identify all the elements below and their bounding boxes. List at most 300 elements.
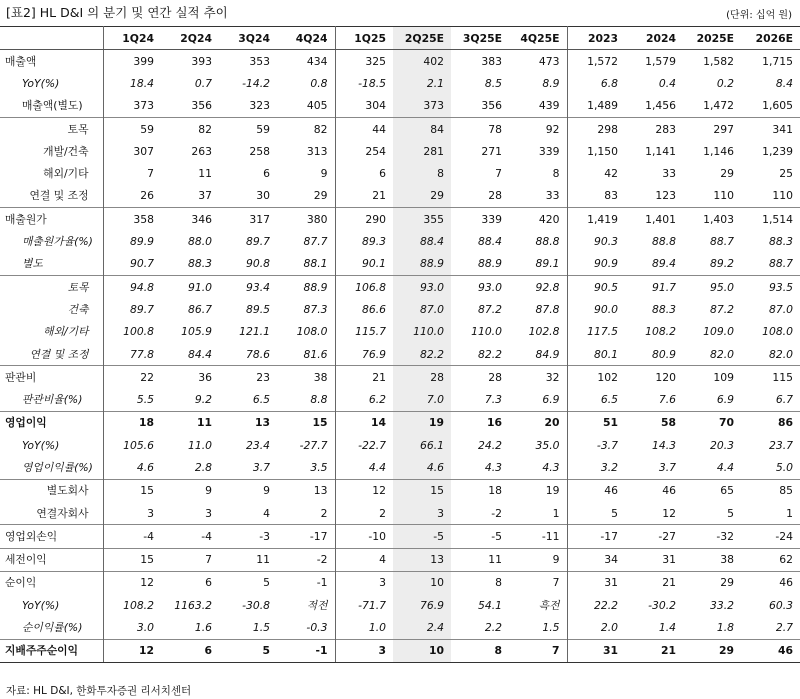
table-cell: 28 bbox=[488, 189, 502, 203]
header-row bbox=[0, 27, 800, 50]
table-cell: 32 bbox=[509, 366, 567, 389]
table-cell: 1,239 bbox=[762, 144, 793, 158]
table-row bbox=[0, 72, 800, 94]
table-cell: -27 bbox=[625, 525, 683, 548]
table-cell: 1,514 bbox=[741, 208, 800, 231]
table-cell: 123 bbox=[655, 189, 676, 203]
table-cell: 356 bbox=[191, 99, 212, 113]
column-header: 2Q25E bbox=[393, 27, 451, 50]
table-cell: 29 bbox=[313, 189, 328, 203]
column-header: 2Q24 bbox=[161, 27, 219, 50]
table-cell: 24.2 bbox=[477, 438, 502, 452]
table-cell: 89.2 bbox=[709, 257, 734, 271]
table-cell: 11 bbox=[219, 548, 277, 571]
table-cell: 31 bbox=[567, 571, 625, 594]
table-cell: 439 bbox=[538, 99, 560, 113]
table-cell: -22.7 bbox=[335, 434, 393, 456]
table-cell: 60.3 bbox=[768, 598, 793, 612]
column-header: 1Q25 bbox=[335, 27, 393, 50]
table-cell: 93.5 bbox=[741, 275, 800, 298]
table-cell: -17 bbox=[277, 525, 335, 548]
table-cell: 4.3 bbox=[542, 460, 560, 474]
table-row bbox=[0, 388, 800, 411]
table-cell: 393 bbox=[161, 50, 219, 73]
table-cell: 297 bbox=[683, 117, 741, 140]
table-cell: 373 bbox=[393, 95, 451, 118]
table-cell: 117.5 bbox=[567, 321, 625, 343]
table-cell: 84 bbox=[393, 117, 451, 140]
row-label: 연결 및 조정 bbox=[29, 189, 89, 203]
table-cell: 6 bbox=[263, 167, 270, 181]
table-cell: 90.9 bbox=[567, 253, 625, 276]
table-row bbox=[0, 343, 800, 366]
table-cell: -5 bbox=[451, 525, 509, 548]
table-cell: 9 bbox=[320, 167, 328, 181]
table-cell: 21 bbox=[625, 571, 683, 594]
table-row bbox=[0, 456, 800, 479]
table-cell: 1,419 bbox=[567, 208, 625, 231]
table-cell: -4 bbox=[103, 525, 161, 548]
row-label: 매출액 bbox=[0, 50, 103, 73]
table-cell: 11 bbox=[198, 167, 212, 181]
table-cell: 3 bbox=[103, 502, 161, 525]
table-cell: 92 bbox=[509, 117, 567, 140]
table-cell: 271 bbox=[481, 144, 502, 158]
table-cell: 106.8 bbox=[335, 275, 393, 298]
table-cell: 93.0 bbox=[451, 275, 509, 298]
row-label: 해외/기타 bbox=[43, 325, 89, 339]
table-cell: 6 bbox=[161, 639, 219, 662]
table-cell: 88.1 bbox=[303, 257, 328, 271]
table-cell: 84.4 bbox=[187, 347, 212, 361]
table-row bbox=[0, 208, 800, 231]
table-cell: 94.8 bbox=[103, 275, 161, 298]
table-row bbox=[0, 548, 800, 571]
table-cell: 15 bbox=[277, 411, 335, 434]
table-cell: 1,403 bbox=[683, 208, 741, 231]
row-label: YoY(%) bbox=[22, 598, 60, 612]
table-cell: 1,572 bbox=[567, 50, 625, 73]
row-label: 매출원가 bbox=[0, 208, 103, 231]
table-cell: -10 bbox=[335, 525, 393, 548]
table-cell: 88.3 bbox=[768, 235, 793, 249]
row-label: 토목 bbox=[0, 117, 103, 140]
table-cell: 89.7 bbox=[245, 235, 270, 249]
column-header: 1Q24 bbox=[103, 27, 161, 50]
table-cell: 325 bbox=[335, 50, 393, 73]
source-note: 자료: HL D&I, 한화투자증권 리서치센터 bbox=[6, 685, 192, 697]
table-cell: 21 bbox=[625, 639, 683, 662]
table-cell: -27.7 bbox=[299, 438, 328, 452]
header-corner bbox=[0, 27, 103, 50]
table-cell: 89.4 bbox=[651, 257, 676, 271]
table-cell: 0.8 bbox=[310, 76, 328, 90]
table-cell: 7 bbox=[161, 548, 219, 571]
table-cell: 1,401 bbox=[625, 208, 683, 231]
table-cell: 7 bbox=[495, 167, 502, 181]
table-cell: 22 bbox=[103, 366, 161, 389]
table-row bbox=[0, 639, 800, 662]
table-cell: 21 bbox=[335, 185, 393, 208]
table-cell: 9 bbox=[161, 479, 219, 502]
table-cell: 23 bbox=[219, 366, 277, 389]
table-cell: 13 bbox=[277, 479, 335, 502]
table-cell: 281 bbox=[393, 140, 451, 162]
earnings-table bbox=[0, 26, 800, 680]
table-cell: 7 bbox=[509, 571, 567, 594]
table-cell: 11 bbox=[161, 411, 219, 434]
table-cell: 89.1 bbox=[535, 257, 560, 271]
table-title: [표2] HL D&I 의 분기 및 연간 실적 추이 bbox=[6, 5, 228, 20]
column-header: 3Q25E bbox=[451, 27, 509, 50]
table-cell: 91.0 bbox=[161, 275, 219, 298]
table-cell: 31 bbox=[625, 548, 683, 571]
table-cell: -14.2 bbox=[242, 76, 270, 90]
row-label: 매출액(별도) bbox=[22, 99, 83, 113]
table-row bbox=[0, 253, 800, 276]
table-cell: 339 bbox=[451, 208, 509, 231]
table-cell: 30 bbox=[256, 189, 270, 203]
table-cell: 4.4 bbox=[335, 456, 393, 479]
table-cell: 5.0 bbox=[775, 460, 793, 474]
table-row bbox=[0, 366, 800, 389]
table-cell: 21 bbox=[335, 366, 393, 389]
table-cell: 6.9 bbox=[542, 393, 560, 407]
table-cell: 90.5 bbox=[567, 275, 625, 298]
table-cell: 54.1 bbox=[477, 598, 502, 612]
row-label: 영업이익률(%) bbox=[22, 460, 93, 474]
table-cell: 7 bbox=[103, 162, 161, 184]
table-cell: 76.9 bbox=[393, 594, 451, 616]
row-label: 매출원가율(%) bbox=[22, 235, 93, 249]
table-cell: 3 bbox=[393, 502, 451, 525]
row-label: 토목 bbox=[0, 275, 103, 298]
table-cell: 7 bbox=[509, 639, 567, 662]
table-row bbox=[0, 479, 800, 502]
table-cell: 흑전 bbox=[538, 598, 560, 612]
table-cell: 29 bbox=[393, 185, 451, 208]
table-cell: 37 bbox=[198, 189, 212, 203]
table-cell: 76.9 bbox=[335, 343, 393, 366]
table-cell: 110.0 bbox=[471, 325, 502, 339]
table-cell: 341 bbox=[741, 117, 800, 140]
table-cell: 6 bbox=[161, 571, 219, 594]
table-cell: 10 bbox=[393, 639, 451, 662]
table-cell: 100.8 bbox=[103, 321, 161, 343]
table-cell: 313 bbox=[306, 144, 328, 158]
table-cell: 66.1 bbox=[393, 434, 451, 456]
table-cell: 86.6 bbox=[335, 298, 393, 320]
table-cell: -71.7 bbox=[335, 594, 393, 616]
table-cell: 0.4 bbox=[658, 76, 676, 90]
table-cell: 11 bbox=[451, 548, 509, 571]
table-cell: 355 bbox=[393, 208, 451, 231]
table-cell: 12 bbox=[335, 479, 393, 502]
table-cell: 102 bbox=[567, 366, 625, 389]
table-row bbox=[0, 275, 800, 298]
table-cell: 46 bbox=[741, 639, 800, 662]
table-cell: 88.9 bbox=[393, 253, 451, 276]
table-cell: 28 bbox=[393, 366, 451, 389]
table-cell: 20 bbox=[509, 411, 567, 434]
table-cell: 1.5 bbox=[252, 621, 270, 635]
table-cell: 적전 bbox=[306, 598, 328, 612]
table-cell: 82 bbox=[161, 117, 219, 140]
table-cell: 9 bbox=[509, 548, 567, 571]
table-row bbox=[0, 434, 800, 456]
table-cell: 1,472 bbox=[703, 99, 734, 113]
table-cell: 254 bbox=[335, 140, 393, 162]
table-cell: -4 bbox=[161, 525, 219, 548]
table-cell: 83 bbox=[567, 185, 625, 208]
table-cell: 13 bbox=[393, 548, 451, 571]
table-cell: 88.7 bbox=[768, 257, 793, 271]
table-cell: 0.2 bbox=[716, 76, 734, 90]
table-cell: 87.0 bbox=[768, 302, 793, 316]
table-cell: 7.3 bbox=[484, 393, 502, 407]
unit-label: (단위: 십억 원) bbox=[726, 10, 792, 21]
table-cell: 399 bbox=[103, 50, 161, 73]
table-cell: -2 bbox=[491, 506, 502, 520]
table-cell: 89.7 bbox=[103, 298, 161, 320]
table-cell: 102.8 bbox=[528, 325, 560, 339]
table-cell: 108.0 bbox=[762, 325, 793, 339]
table-row bbox=[0, 411, 800, 434]
table-cell: 6.9 bbox=[716, 393, 734, 407]
table-cell: 85 bbox=[741, 479, 800, 502]
table-cell: 3.0 bbox=[103, 616, 161, 639]
table-row bbox=[0, 298, 800, 320]
table-cell: 1.4 bbox=[658, 621, 676, 635]
table-cell: 420 bbox=[509, 208, 567, 231]
table-cell: 7.0 bbox=[393, 388, 451, 411]
table-cell: 5 bbox=[727, 506, 734, 520]
table-cell: 6.8 bbox=[567, 72, 625, 94]
table-cell: 87.7 bbox=[303, 235, 328, 249]
table-cell: 86 bbox=[741, 411, 800, 434]
table-cell: 34 bbox=[567, 548, 625, 571]
column-header: 2023 bbox=[567, 27, 625, 50]
table-cell: 91.7 bbox=[625, 275, 683, 298]
table-cell: 1,579 bbox=[625, 50, 683, 73]
table-cell: 9 bbox=[219, 479, 277, 502]
table-cell: -17 bbox=[567, 525, 625, 548]
table-row bbox=[0, 525, 800, 548]
table-cell: 11.0 bbox=[187, 438, 212, 452]
row-label: 판관비 bbox=[0, 366, 103, 389]
table-cell: -18.5 bbox=[335, 72, 393, 94]
table-cell: 33 bbox=[662, 167, 676, 181]
table-cell: 1 bbox=[552, 506, 560, 520]
table-cell: 1.8 bbox=[716, 621, 734, 635]
table-cell: 5 bbox=[567, 502, 625, 525]
table-cell: 0.7 bbox=[194, 76, 212, 90]
table-cell: 90.7 bbox=[103, 253, 161, 276]
table-cell: 90.1 bbox=[335, 253, 393, 276]
table-cell: 89.5 bbox=[245, 302, 270, 316]
table-cell: 8 bbox=[451, 571, 509, 594]
table-cell: 88.4 bbox=[477, 235, 502, 249]
table-cell: 6.5 bbox=[567, 388, 625, 411]
table-cell: 78 bbox=[451, 117, 509, 140]
row-label: 해외/기타 bbox=[43, 167, 89, 181]
table-cell: 2 bbox=[335, 502, 393, 525]
table-row bbox=[0, 50, 800, 73]
table-cell: 88.4 bbox=[393, 230, 451, 252]
row-label: 판관비율(%) bbox=[22, 393, 83, 407]
table-cell: 109 bbox=[683, 366, 741, 389]
table-cell: 7.6 bbox=[658, 393, 676, 407]
table-cell: 38 bbox=[277, 366, 335, 389]
row-label: YoY(%) bbox=[22, 438, 60, 452]
table-cell: 4.4 bbox=[716, 460, 734, 474]
column-header: 2026E bbox=[741, 27, 800, 50]
table-cell: 46 bbox=[741, 571, 800, 594]
table-cell: 19 bbox=[393, 411, 451, 434]
table-cell: -30.2 bbox=[648, 598, 676, 612]
table-cell: 33 bbox=[545, 189, 560, 203]
table-cell: -1 bbox=[277, 571, 335, 594]
table-cell: 1,150 bbox=[567, 140, 625, 162]
column-header: 2025E bbox=[683, 27, 741, 50]
table-cell: 109.0 bbox=[703, 325, 734, 339]
table-cell: 93.4 bbox=[219, 275, 277, 298]
table-cell: 14.3 bbox=[651, 438, 676, 452]
table-cell: 304 bbox=[335, 95, 393, 118]
table-cell: 108.2 bbox=[103, 594, 161, 616]
table-cell: 1.5 bbox=[542, 621, 560, 635]
table-cell: 59 bbox=[103, 117, 161, 140]
table-row bbox=[0, 185, 800, 208]
table-cell: 290 bbox=[335, 208, 393, 231]
table-cell: 1,456 bbox=[645, 99, 676, 113]
table-cell: -1 bbox=[277, 639, 335, 662]
table-cell: 1,146 bbox=[703, 144, 734, 158]
table-cell: 29 bbox=[720, 167, 734, 181]
table-cell: 9.2 bbox=[194, 393, 212, 407]
row-label: 개발/건축 bbox=[43, 144, 89, 158]
table-cell: 88.3 bbox=[651, 302, 676, 316]
table-cell: 82.0 bbox=[709, 347, 734, 361]
table-cell: 12 bbox=[103, 639, 161, 662]
table-cell: 434 bbox=[277, 50, 335, 73]
table-cell: 33.2 bbox=[709, 598, 734, 612]
table-cell: 18 bbox=[103, 411, 161, 434]
table-cell: 8 bbox=[552, 167, 560, 181]
table-cell: 14 bbox=[335, 411, 393, 434]
table-cell: 3 bbox=[205, 506, 212, 520]
table-cell: 20.3 bbox=[709, 438, 734, 452]
table-cell: 44 bbox=[335, 117, 393, 140]
table-cell: 3.5 bbox=[310, 460, 328, 474]
table-cell: 3 bbox=[335, 639, 393, 662]
table-row bbox=[0, 502, 800, 525]
table-row bbox=[0, 162, 800, 184]
table-cell: 26 bbox=[103, 185, 161, 208]
table-cell: 82.2 bbox=[477, 347, 502, 361]
table-cell: 358 bbox=[103, 208, 161, 231]
table-cell: 8 bbox=[451, 639, 509, 662]
table-cell: -24 bbox=[741, 525, 800, 548]
table-cell: 92.8 bbox=[509, 275, 567, 298]
table-cell: 89.3 bbox=[335, 230, 393, 252]
row-label: 연결자회사 bbox=[36, 506, 89, 520]
table-cell: 121.1 bbox=[239, 325, 270, 339]
table-cell: 1,582 bbox=[683, 50, 741, 73]
table-cell: 4.6 bbox=[103, 456, 161, 479]
row-label: 별도 bbox=[22, 257, 43, 271]
table-cell: 115 bbox=[741, 366, 800, 389]
row-label: 별도회사 bbox=[0, 479, 103, 502]
table-cell: 36 bbox=[161, 366, 219, 389]
table-cell: 93.0 bbox=[393, 275, 451, 298]
table-cell: 88.9 bbox=[277, 275, 335, 298]
table-cell: 3.2 bbox=[567, 456, 625, 479]
table-cell: 2 bbox=[320, 506, 328, 520]
table-row bbox=[0, 321, 800, 343]
table-cell: 373 bbox=[103, 95, 161, 118]
column-header: 2024 bbox=[625, 27, 683, 50]
table-cell: 15 bbox=[103, 548, 161, 571]
table-cell: 87.8 bbox=[535, 302, 560, 316]
table-cell: 4.6 bbox=[393, 456, 451, 479]
table-cell: 29 bbox=[683, 571, 741, 594]
table-cell: 4 bbox=[263, 506, 270, 520]
table-cell: 82 bbox=[277, 117, 335, 140]
table-cell: 25 bbox=[779, 167, 793, 181]
table-cell: 87.2 bbox=[709, 302, 734, 316]
table-cell: 4.3 bbox=[484, 460, 502, 474]
table-cell: 258 bbox=[249, 144, 270, 158]
table-cell: 35.0 bbox=[535, 438, 560, 452]
table-cell: 110 bbox=[772, 189, 793, 203]
table-cell: -0.3 bbox=[306, 621, 328, 635]
row-label: 연결 및 조정 bbox=[29, 347, 89, 361]
table-cell: 6.7 bbox=[775, 393, 793, 407]
table-cell: 89.9 bbox=[103, 230, 161, 252]
table-cell: 353 bbox=[219, 50, 277, 73]
table-row bbox=[0, 117, 800, 140]
column-header: 4Q25E bbox=[509, 27, 567, 50]
table-cell: 87.0 bbox=[393, 298, 451, 320]
table-cell: 2.2 bbox=[484, 621, 502, 635]
column-header: 4Q24 bbox=[277, 27, 335, 50]
table-cell: 402 bbox=[393, 50, 451, 73]
table-cell: 110.0 bbox=[393, 321, 451, 343]
table-cell: 1 bbox=[786, 506, 793, 520]
table-cell: 115.7 bbox=[335, 321, 393, 343]
row-label: 지배주주순이익 bbox=[0, 639, 103, 662]
table-cell: 3 bbox=[335, 571, 393, 594]
table-cell: 8 bbox=[393, 162, 451, 184]
table-cell: 81.6 bbox=[303, 347, 328, 361]
table-cell: 6 bbox=[335, 162, 393, 184]
table-cell: 90.0 bbox=[567, 298, 625, 320]
row-label: 세전이익 bbox=[0, 548, 103, 571]
table-cell: 16 bbox=[451, 411, 509, 434]
table-cell: 78.6 bbox=[245, 347, 270, 361]
table-cell: 298 bbox=[567, 117, 625, 140]
table-cell: 108.2 bbox=[645, 325, 676, 339]
table-cell: 80.9 bbox=[651, 347, 676, 361]
table-row bbox=[0, 140, 800, 162]
table-cell: 1,489 bbox=[567, 95, 625, 118]
table-cell: 46 bbox=[567, 479, 625, 502]
table-cell: 88.8 bbox=[651, 235, 676, 249]
table-cell: 28 bbox=[451, 366, 509, 389]
table-cell: -32 bbox=[683, 525, 741, 548]
table-row bbox=[0, 230, 800, 252]
